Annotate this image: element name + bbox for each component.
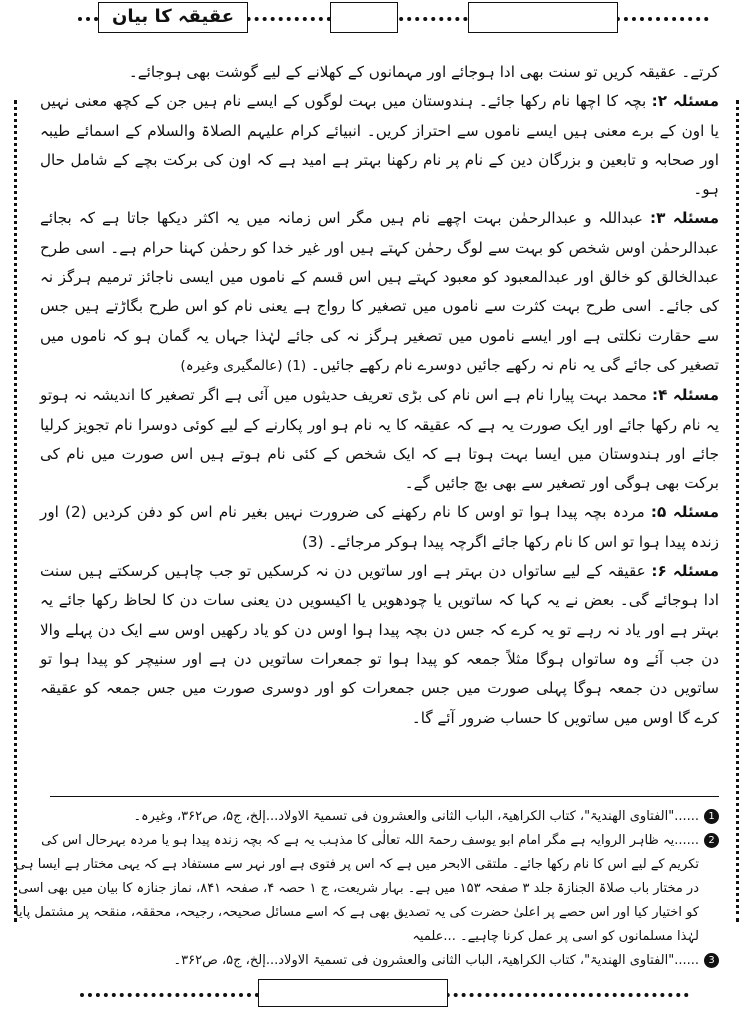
paragraph-masala-3 bbox=[40, 204, 719, 381]
masala-label: مسئلہ ۳: bbox=[649, 209, 719, 228]
masala-label: مسئلہ ۴: bbox=[652, 386, 719, 405]
masala-label: مسئلہ ۲: bbox=[651, 92, 719, 111]
paragraph-text: عبداللہ و عبدالرحمٰن بہت اچھے نام ہیں مگر اس زمانہ میں یہ اکثر دیکھا جاتا ہے کہ بجائے عبدالرحمٰن اوس شخص کو بہت سے لوگ رحمٰن کہتے ہیں اور غیر خدا کو رحمٰن کہنا حرام ہے۔ اسی طرح عبدالخالق کو خالق اور عبدالمعبود کو معبود کہتے ہیں اس قسم کے ناموں میں ایسی ناجائز ترمیم ہرگز نہ کی جائے۔ اسی طرح بہت کثرت سے ناموں میں تصغیر کا رواج ہے یعنی نام کو اس طرح بگاڑتے ہیں جس سے حقارت نکلتی ہے اور ایسے ناموں میں تصغیر ہرگز نہ کی جائے لہٰذا جہاں یہ گمان ہو کہ ناموں میں تصغیر کی جائے گی یہ نام نہ رکھے جائیں دوسرے نام رکھے جائیں۔ bbox=[40, 209, 719, 374]
footnote-number: 1 bbox=[704, 809, 719, 824]
page-title: عقیقہ کا بیان bbox=[98, 2, 248, 33]
footnote-text: ......"الفتاوی الھندیۃ"، کتاب الکراھیۃ، الباب الثانی والعشرون فی تسمیۃ الاولاد...إلخ، ج۵، ص۳۶۲۔ bbox=[173, 953, 699, 968]
paragraph-text: عقیقہ کے لیے ساتواں دن بہتر ہے اور ساتویں دن نہ کرسکیں تو جب چاہیں کرسکتے ہیں سنت ادا ہوجائے گی۔ بعض نے یہ کہا کہ ساتویں یا چودھویں یا اکیسویں دن یعنی سات دن کا لحاظ رکھا جائے یہ بہتر ہے اور یاد نہ رہے تو یہ کرے کہ جس دن بچہ پیدا ہوا اوس دن کو یاد رکھیں اوس سے ایک دن پہلے والا دن جب آئے وہ ساتواں ہوگا مثلاً جمعہ کو پیدا ہوا تو جمعرات ساتویں دن ہے اور سنیچر کو پیدا ہوا تو ساتویں دن جمعہ ہوگا پہلی صورت میں جس جمعرات کو اور دوسری صورت میں جس جمعہ کو عقیقہ کرے گا اوس میں ساتویں کا حساب ضرور آئے گا۔ bbox=[40, 562, 719, 727]
paragraph-masala-2 bbox=[40, 87, 719, 204]
footnote-separator bbox=[50, 796, 719, 797]
footnote bbox=[10, 829, 719, 949]
paragraph-1 bbox=[40, 58, 719, 87]
masala-label: مسئلہ ۶: bbox=[651, 562, 719, 581]
footnote bbox=[10, 949, 719, 973]
header-blank-box bbox=[330, 2, 398, 33]
paragraph-masala-6 bbox=[40, 557, 719, 733]
paragraph-masala-4 bbox=[40, 381, 719, 498]
footnote bbox=[10, 805, 719, 829]
footer-blank-box bbox=[258, 979, 448, 1007]
article-body bbox=[40, 58, 719, 733]
footnotes bbox=[10, 805, 719, 973]
paragraph-masala-5 bbox=[40, 498, 719, 557]
reference-note: (1) (عالمگیری وغیرہ) bbox=[180, 357, 307, 374]
paragraph-text: بچہ کا اچھا نام رکھا جائے۔ ہندوستان میں بہت لوگوں کے ایسے نام ہیں جن کے کچھ معنی نہیں یا اون کے برے معنی ہیں ایسے ناموں سے احتراز کریں۔ انبیائے کرام علیہم الصلاۃ والسلام کے اسمائے طیبہ اور صحابہ و تابعین و بزرگان دین کے نام پر نام رکھنا بہتر ہے امید ہے کہ اون کی برکت بچے کے شامل حال ہو۔ bbox=[40, 92, 719, 199]
header-blank-box bbox=[468, 2, 618, 33]
masala-label: مسئلہ ۵: bbox=[650, 503, 719, 522]
paragraph-text: محمد بہت پیارا نام ہے اس نام کی بڑی تعریف حدیثوں میں آئی ہے اگر تصغیر کا اندیشہ نہ ہوتو یہ نام رکھا جائے اور ایک صورت یہ ہے کہ عقیقہ کا یہ نام ہو اور پکارنے کے لیے کوئی دوسرا نام تجویز کرلیا جائے اور ہندوستان میں ایسا بہت ہوتا ہے کہ ایک شخص کے کئی نام ہوتے ہیں اس صورت میں نام کی برکت بھی ہوگی اور تصغیر سے بھی بچ جائیں گے۔ bbox=[40, 386, 719, 493]
right-dotted-border bbox=[736, 100, 739, 922]
footnote-text: ......یہ ظاہر الروایہ ہے مگر امام ابو یوسف رحمۃ اللہ تعالٰی کا مذہب یہ ہے کہ بچہ زندہ پیدا ہو یا مردہ بہرحال اس کی تکریم کے لیے اس کا نام رکھا جائے۔ ملتقی الابحر میں ہے کہ اس پر فتوی ہے اور نہر سے مستفاد ہے کہ یہی مختار ہے ایسا ہی در مختار باب صلاۃ الجنازۃ جلد ۳ صفحہ ۱۵۳ میں ہے۔ بہار شریعت، ج ۱ حصہ ۴، صفحہ ۸۴۱، نماز جنازہ کا بیان میں بھی اسی کو اختیار کیا اور اس حصے پر اعلیٰ حضرت کی یہ تصدیق بھی ہے کہ اسے مسائل صحیحہ، رجیحہ، محققہ، منقحہ پر مشتمل پایا لہٰذا مسلمانوں کو اسی پر عمل کرنا چاہیے۔ ...علمیہ bbox=[15, 833, 699, 944]
paragraph-text: مردہ بچہ پیدا ہوا تو اوس کا نام رکھنے کی ضرورت نہیں بغیر نام اس کو دفن کردیں (2) اور زندہ پیدا ہوا تو اس کا نام رکھا جائے اگرچہ پیدا ہوکر مرجائے۔ (3) bbox=[40, 503, 719, 551]
footnote-number: 3 bbox=[704, 953, 719, 968]
footnote-number: 2 bbox=[704, 833, 719, 848]
left-dotted-border bbox=[14, 100, 17, 922]
paragraph-text: کرتے۔ عقیقہ کریں تو سنت بھی ادا ہوجائے اور مہمانوں کے کھلانے کے لیے گوشت بھی ہوجائے۔ bbox=[128, 63, 719, 81]
footnote-text: ......"الفتاوی الھندیۃ"، کتاب الکراھیۃ، الباب الثانی والعشرون فی تسمیۃ الاولاد...إلخ، ج۵، ص۳۶۲، وغیرہ۔ bbox=[133, 809, 699, 824]
